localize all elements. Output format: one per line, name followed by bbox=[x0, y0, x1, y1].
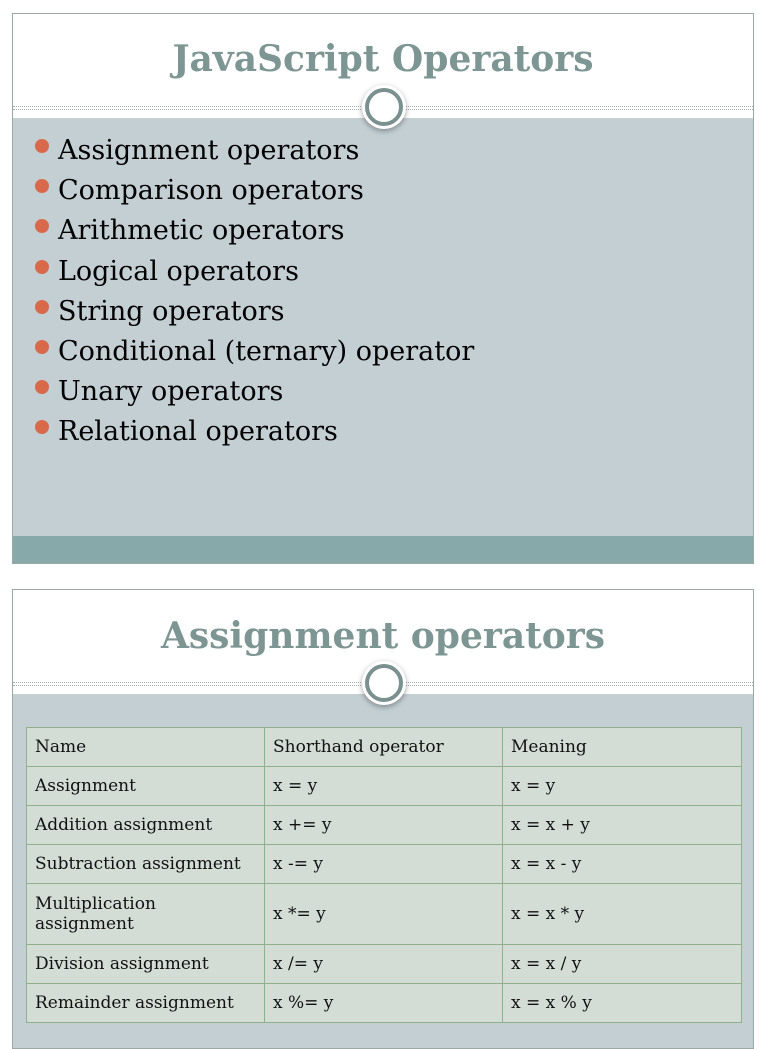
table-cell: x /= y bbox=[265, 945, 503, 984]
table-cell: x *= y bbox=[265, 884, 503, 945]
list-item: Conditional (ternary) operator bbox=[35, 333, 474, 373]
table-row bbox=[27, 884, 742, 945]
table-row bbox=[27, 806, 742, 845]
list-item: Arithmetic operators bbox=[35, 212, 474, 252]
bullet-icon bbox=[35, 380, 49, 394]
table-header-cell: Name bbox=[27, 728, 265, 767]
table-cell: Addition assignment bbox=[27, 806, 265, 845]
slide-assignment-operators bbox=[12, 589, 754, 1049]
table-row bbox=[27, 945, 742, 984]
table-cell: Multiplication assignment bbox=[27, 884, 265, 945]
table-header-cell: Meaning bbox=[503, 728, 742, 767]
bullet-icon bbox=[35, 139, 49, 153]
table-header-row bbox=[27, 728, 742, 767]
table-row bbox=[27, 845, 742, 884]
bullet-icon bbox=[35, 340, 49, 354]
list-item: Relational operators bbox=[35, 413, 474, 453]
content-area bbox=[13, 118, 753, 536]
bullet-icon bbox=[35, 219, 49, 233]
bullet-icon bbox=[35, 179, 49, 193]
slide-title: JavaScript Operators bbox=[172, 38, 594, 80]
assignment-operators-table bbox=[26, 727, 742, 1023]
list-item: String operators bbox=[35, 293, 474, 333]
table-cell: x = y bbox=[265, 767, 503, 806]
table-cell: Assignment bbox=[27, 767, 265, 806]
table-cell: x %= y bbox=[265, 984, 503, 1023]
ring-icon bbox=[365, 664, 403, 702]
slide-title: Assignment operators bbox=[160, 615, 606, 657]
list-item: Assignment operators bbox=[35, 132, 474, 172]
ring-icon bbox=[365, 88, 403, 126]
table-header-cell: Shorthand operator bbox=[265, 728, 503, 767]
table-cell: x += y bbox=[265, 806, 503, 845]
table-cell: Remainder assignment bbox=[27, 984, 265, 1023]
table-cell: x = x + y bbox=[503, 806, 742, 845]
footer-band bbox=[13, 536, 753, 563]
slide-javascript-operators bbox=[12, 13, 754, 564]
list-item: Comparison operators bbox=[35, 172, 474, 212]
table-row bbox=[27, 984, 742, 1023]
table-cell: x = y bbox=[503, 767, 742, 806]
bullet-icon bbox=[35, 260, 49, 274]
bullet-icon bbox=[35, 420, 49, 434]
table-row bbox=[27, 767, 742, 806]
bullet-icon bbox=[35, 300, 49, 314]
table-cell: x = x * y bbox=[503, 884, 742, 945]
table-cell: Subtraction assignment bbox=[27, 845, 265, 884]
table-cell: Division assignment bbox=[27, 945, 265, 984]
table-cell: x = x % y bbox=[503, 984, 742, 1023]
table-cell: x -= y bbox=[265, 845, 503, 884]
table-cell: x = x - y bbox=[503, 845, 742, 884]
operator-list bbox=[35, 132, 474, 454]
table-cell: x = x / y bbox=[503, 945, 742, 984]
list-item: Logical operators bbox=[35, 253, 474, 293]
list-item: Unary operators bbox=[35, 373, 474, 413]
